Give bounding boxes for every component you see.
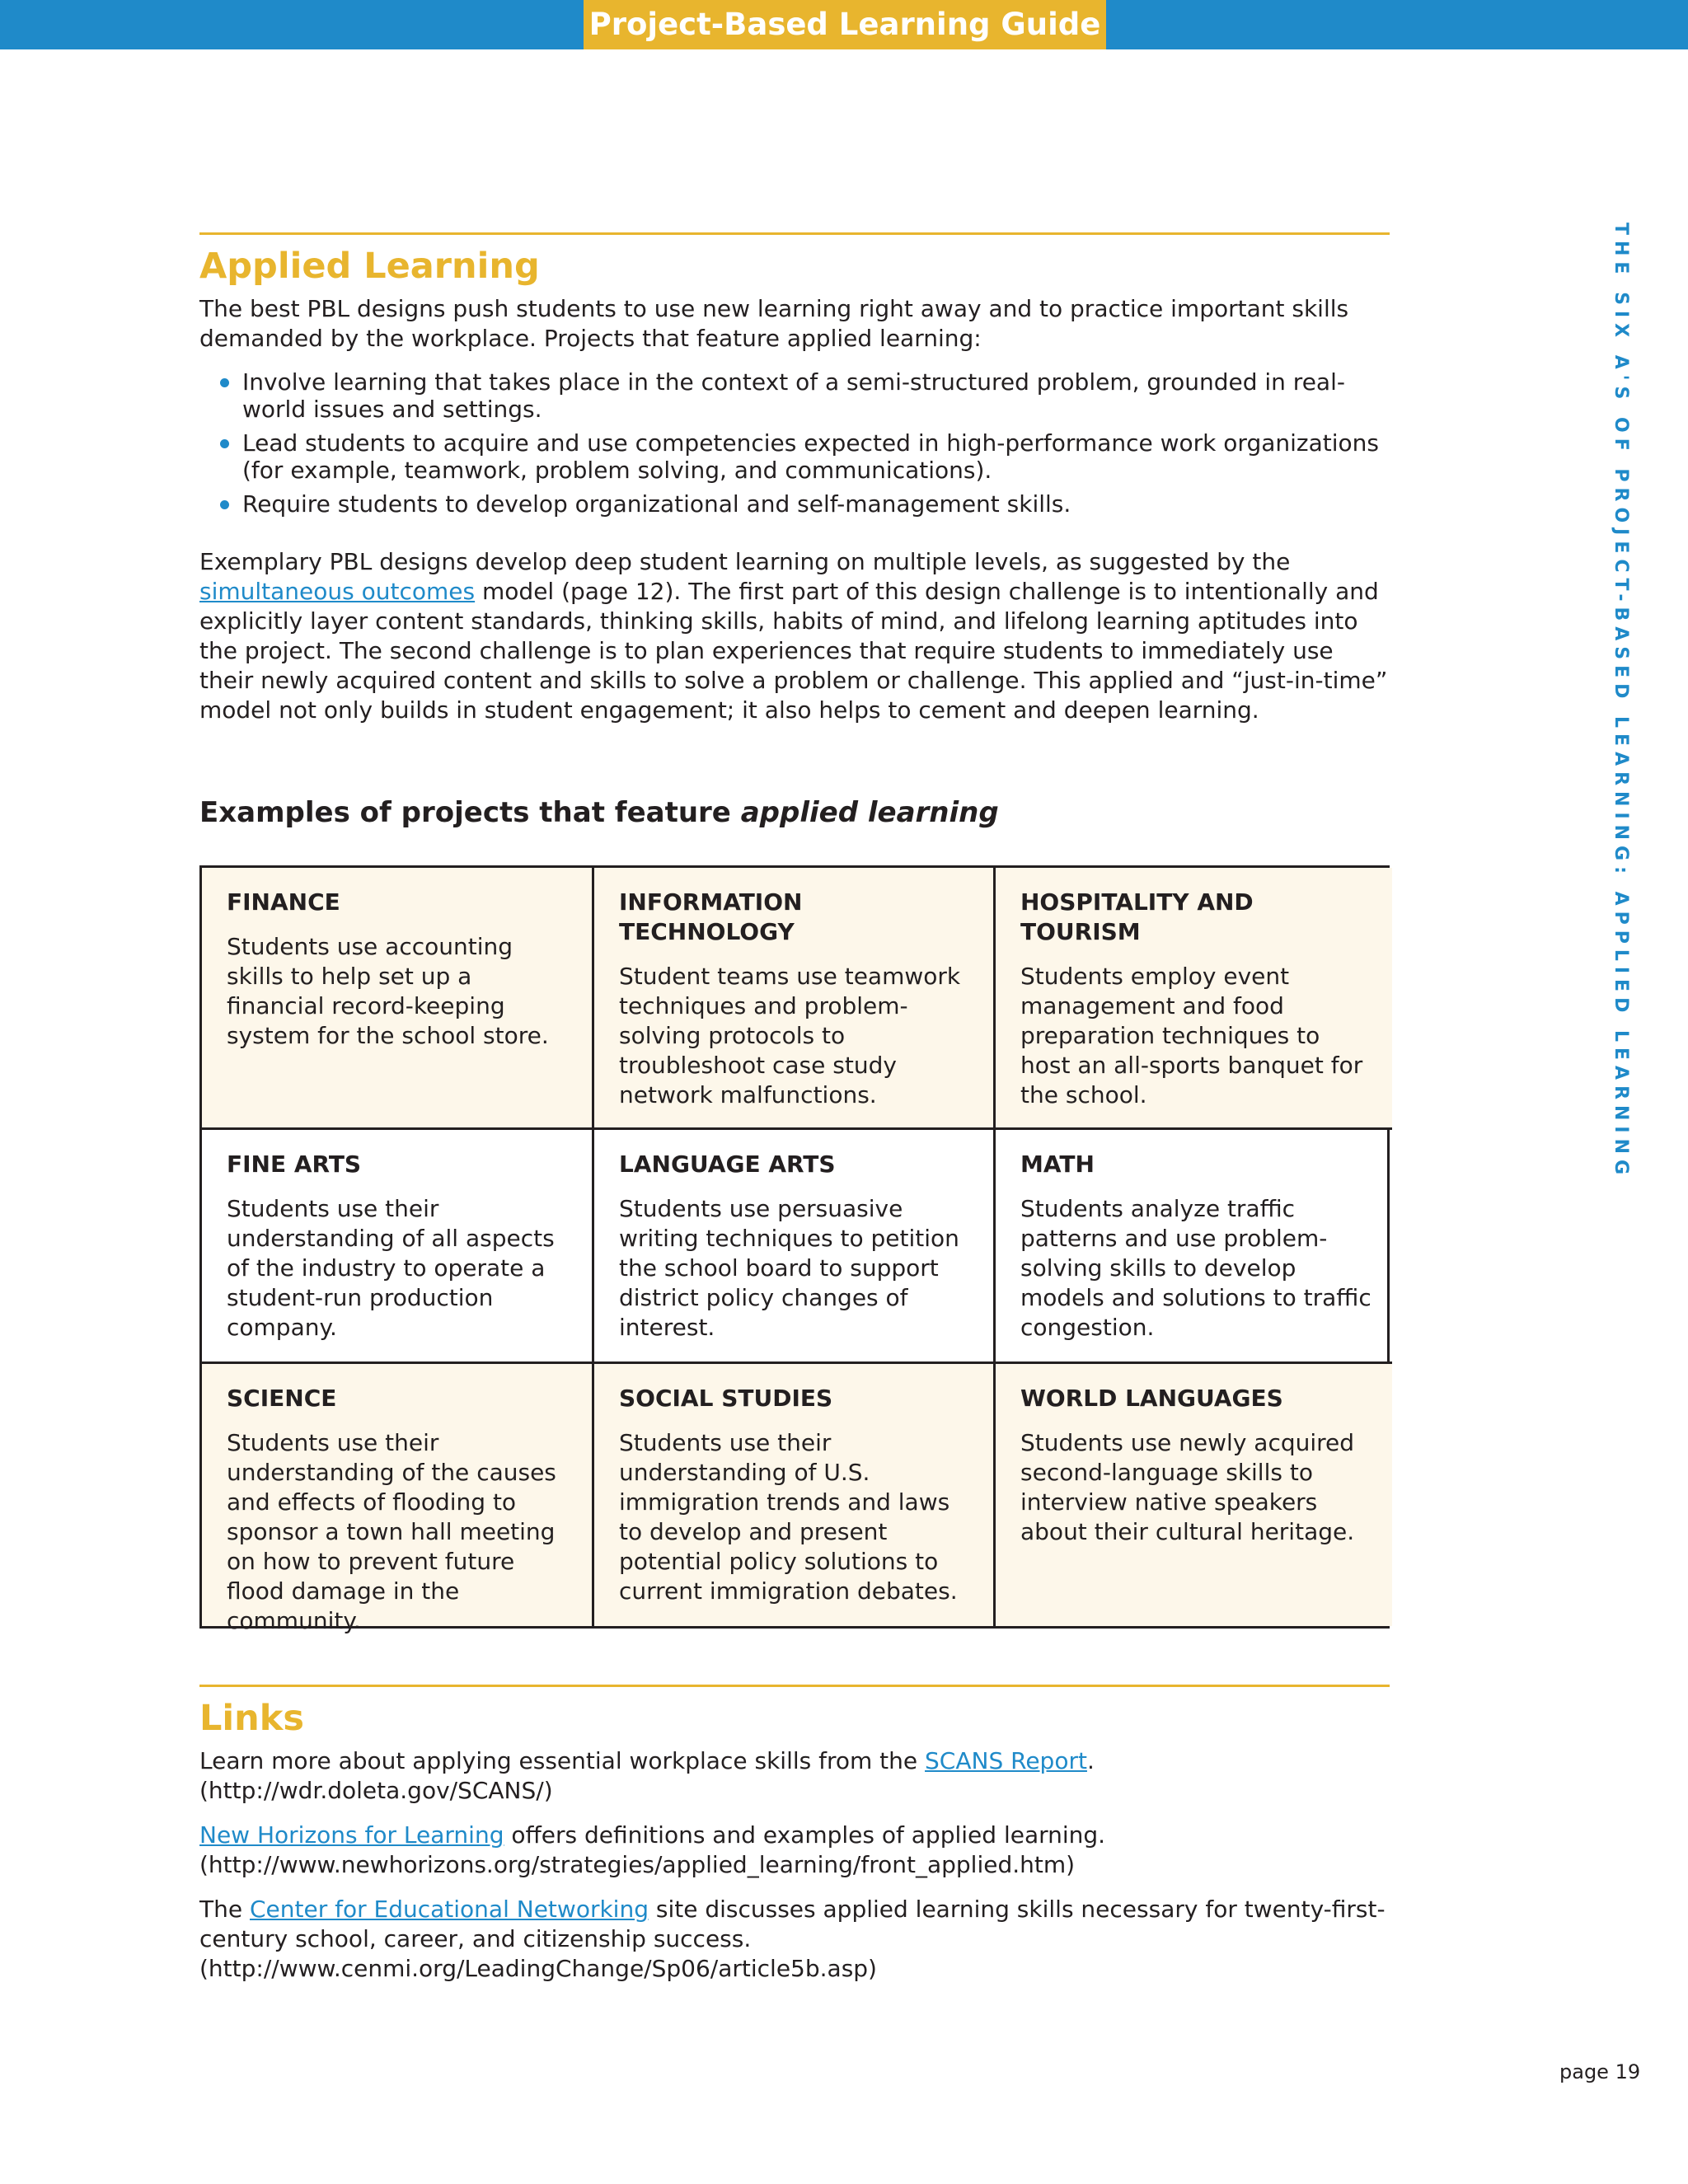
example-cell-social-studies [594,1364,996,1626]
cell-text: Students use accounting skills to help set up a financial record-keeping system for the school store. [227,933,549,1049]
links-section [199,1685,1390,1984]
center-educational-networking-link[interactable]: Center for Educational Networking [249,1896,649,1923]
cell-title: SCIENCE [227,1385,337,1412]
cell-text: Student teams use teamwork techniques and problem-solving protocols to troubleshoot case study network malfunctions. [619,963,961,1108]
cell-title: HOSPITALITY AND TOURISM [1020,888,1254,945]
link-entry-text: Learn more about applying essential workplace skills from the [199,1747,926,1774]
cell-text: Students use persuasive writing techniques to petition the school board to support district policy changes of interest. [619,1195,959,1341]
bullet-item: Involve learning that takes place in the context of a semi-structured problem, grounded in real-world issues and settings. [242,368,1390,423]
link-entry-text: . (http://wdr.doleta.gov/SCANS/) [199,1747,1095,1804]
simultaneous-outcomes-link[interactable]: simultaneous outcomes [199,578,476,605]
cell-text: Students analyze traffic patterns and use problem-solving skills to develop models and solutions to traffic congestion. [1020,1195,1372,1341]
example-cell-information-technology [594,868,996,1130]
main-content [199,232,1390,1999]
cell-title: LANGUAGE ARTS [619,1151,836,1178]
link-entry [199,1821,1390,1880]
cell-title: FINE ARTS [227,1151,362,1178]
cell-text: Students employ event management and food preparation techniques to host an all-sports banquet for the school. [1020,963,1363,1108]
example-cell-science [202,1364,594,1634]
link-entry-text: offers definitions and examples of applied learning. (http://www.newhorizons.org/strategies/applied_learning/front_applied.htm) [199,1821,1106,1878]
example-cell-language-arts [594,1130,996,1364]
cell-text: Students use their understanding of U.S. immigration trends and laws to develop and present potential policy solutions to current immigration debates. [619,1429,958,1605]
header-bar [0,0,1688,49]
section-divider [199,232,1390,235]
section-title-links: Links [199,1698,304,1739]
guide-title-tab: Project-Based Learning Guide [584,0,1106,49]
examples-heading [199,794,1390,831]
link-entry [199,1746,1390,1806]
section-title-applied-learning: Applied Learning [199,246,540,287]
heading-emphasis: applied learning [740,796,999,829]
cell-title: WORLD LANGUAGES [1020,1385,1283,1412]
link-entry-text: site discusses applied learning skills necessary for twenty-first-century school, career, and citizenship success. (http://www.cenmi.org/LeadingChange/Sp06/article5b.asp) [199,1896,1386,1982]
page-number: page 19 [1559,2060,1641,2083]
bullet-item: Lead students to acquire and use competencies expected in high-performance work organizations (for example, teamwork, problem solving, and communications). [242,429,1390,484]
cell-title: INFORMATION TECHNOLOGY [619,888,803,945]
links-list [199,1746,1390,1984]
link-entry [199,1895,1390,1984]
heading-text: Examples of projects that feature [199,796,741,829]
cell-text: Students use their understanding of the causes and effects of flooding to sponsor a town hall meeting on how to prevent future flood damage in the community. [227,1429,556,1634]
scans-report-link[interactable]: SCANS Report [925,1747,1087,1774]
section-divider [199,1685,1390,1687]
cell-title: MATH [1020,1151,1095,1178]
cell-text: Students use their understanding of all aspects of the industry to operate a student-run production company. [227,1195,555,1341]
paragraph-text: Exemplary PBL designs develop deep student learning on multiple levels, as suggested by the [199,548,1291,575]
intro-paragraph: The best PBL designs push students to use new learning right away and to practice important skills demanded by the workplace. Projects that feature applied learning: [199,295,1349,352]
link-entry-text: The [199,1896,250,1923]
design-paragraph [199,547,1390,725]
example-cell-fine-arts [202,1130,594,1364]
cell-title: SOCIAL STUDIES [619,1385,833,1412]
example-cell-math [996,1130,1392,1364]
paragraph-text: model (page 12). The first part of this design challenge is to intentionally and explicitly layer content standards, thinking skills, habits of mind, and lifelong learning aptitudes into the project. The second challenge is to plan experiences that require students to immediately use their newly acquired content and skills to solve a problem or challenge. This applied and “just-in-time” model not only builds in student engagement; it also helps to cement and deepen learning. [199,578,1388,724]
example-cell-finance [202,868,594,1130]
example-cell-world-languages [996,1364,1392,1626]
example-cell-hospitality [996,868,1392,1130]
bullet-list [199,368,1390,518]
cell-title: FINANCE [227,888,340,916]
cell-text: Students use newly acquired second-language skills to interview native speakers about their cultural heritage. [1020,1429,1355,1545]
examples-table [199,865,1390,1634]
new-horizons-link[interactable]: New Horizons for Learning [199,1821,504,1849]
bullet-item: Require students to develop organizational and self-management skills. [242,490,1390,518]
side-section-title: THE SIX A'S OF PROJECT-BASED LEARNING: APPLIED LEARNING [1611,223,1631,1181]
